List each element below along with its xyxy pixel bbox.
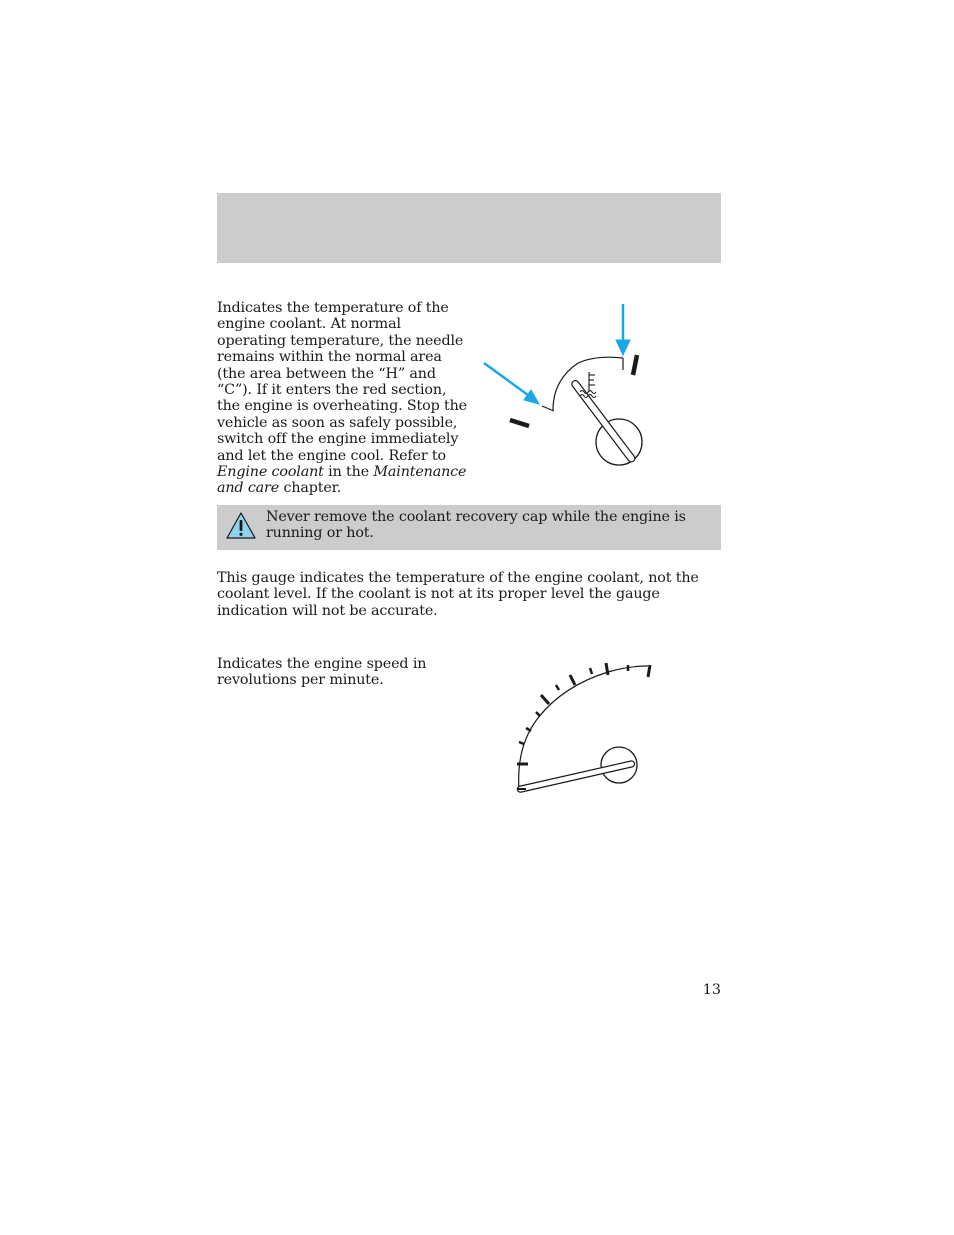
warning-triangle-icon: [225, 511, 257, 541]
normal-range-arrow: [484, 363, 539, 404]
temperature-text-part: Indicates the temperature of the engine coolant. At normal operating temperature, the needle remains within the normal area (the area between the “H” and “C”). If it enters the red section, the engine is overheating. Stop the vehicle as soon as safely possible, switch off the engine immediately and let the engine cool. Refer to: [217, 300, 467, 464]
warning-text: Never remove the coolant recovery cap while the engine is running or hot.: [266, 509, 686, 542]
tachometer-description: Indicates the engine speed in revolutions per minute.: [217, 656, 427, 689]
hot-range-arrow: [616, 304, 630, 355]
page-number: 13: [702, 982, 721, 998]
hot-mark: [633, 355, 637, 375]
cold-mark: [510, 420, 529, 426]
section-header-band: [217, 193, 721, 263]
temperature-text-part: chapter.: [279, 480, 342, 497]
maintenance-chapter-reference: Maintenance and care: [217, 464, 467, 497]
minor-ticks: [519, 665, 628, 744]
temperature-gauge-description: [217, 300, 469, 497]
gauge-accuracy-note: This gauge indicates the temperature of the engine coolant, not the coolant level. If the coolant is not at its proper level the gauge indication will not be accurate.: [217, 570, 699, 619]
tachometer-illustration: [508, 656, 668, 796]
temperature-gauge-illustration: [478, 300, 653, 470]
warning-box: [217, 505, 721, 550]
gauge-arc-end: [542, 406, 554, 411]
engine-coolant-reference: Engine coolant: [217, 464, 324, 481]
temperature-text-part: in the: [323, 464, 374, 481]
